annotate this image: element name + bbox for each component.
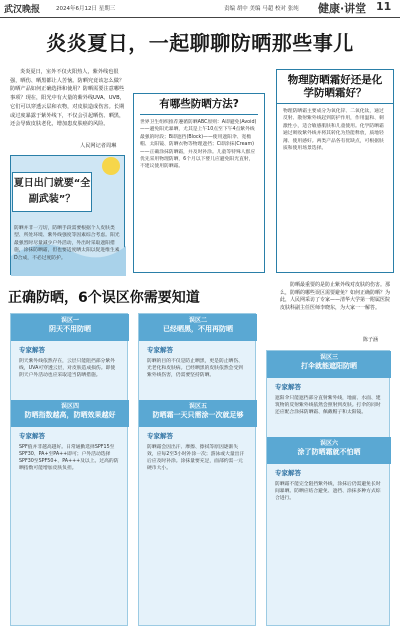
myth-card-1 (10, 313, 128, 626)
myth-banner (11, 400, 129, 427)
myth-answer: 阴天紫外线依然存在，云层只能阻挡部分紫外线，UVA可穿透云层，对皮肤造成损伤。即使阴天户外活动也应采取适当防晒措施。 (19, 359, 116, 379)
myth-answer: 防晒的目的不仅是防止晒黑，更是防止晒伤、光老化和皮肤病。已经晒黑的皮肤依然会受到紫外线伤害，仍需要坚持防晒。 (147, 359, 243, 379)
myth-label: 误区一 (60, 317, 79, 324)
myth-title: 涂了防晒霜就不怕晒 (297, 447, 361, 456)
myth-label: 误区四 (60, 402, 79, 410)
page-headline: 炎炎夏日，一起聊聊防晒那些事儿 (46, 31, 354, 55)
myth-banner (139, 314, 257, 341)
page-number: 11 (376, 0, 392, 13)
dateline: 2024年6月12日 星期三 (56, 6, 116, 12)
myth-banner (139, 400, 257, 427)
newspaper-logo: 武汉晚报 (4, 5, 41, 15)
myths-byline: 陈子涵 (363, 337, 379, 343)
editors-line: 责编 胡中 美编 马超 校对 张纯 (224, 6, 299, 12)
myth-banner (267, 437, 391, 464)
myth-title: 防晒指数越高，防晒效果越好 (24, 410, 116, 419)
methods-text: 世界卫生组织推荐遵循防晒ABC原则：A即避免(Avoid)——避免阳光暴晒，尤其是上午10点至下午4点紫外线最强的时段；B即遮挡(Block)——使用遮阳伞、宽檐帽、太阳镜、防晒衣物等物理遮挡；C即涂抹(Cream)——正确涂抹防晒霜，并及时补涂。儿童等特殊人群应优先采用物理防晒，6个月以下婴儿应避免阳光直射，不建议使用防晒霜。 (140, 120, 257, 170)
methods-box (133, 93, 265, 273)
expert-label: 专家解答 (275, 468, 301, 477)
sunscreen-type-text: 物理防晒霜主要成分为氧化锌、二氧化钛，通过反射、散射紫外线起到防护作用，作用温和、刺激性小，适合敏感肌肤和儿童使用。化学防晒霜通过吸收紫外线并将其转化为热能释放，质地轻薄、使用感好。两类产品各有优缺点，可根据肤质和使用场景选择。 (283, 109, 384, 152)
sunscreen-type-title: 物理防晒霜好还是化学防晒霜好？ (277, 74, 393, 104)
myth-label: 误区三 (319, 354, 338, 361)
masthead (0, 0, 400, 17)
myth-answer: 遮阳伞只能遮挡部分直射紫外线，地面、水面、建筑物的反射紫外线依然会照射到皮肤。打伞的同时还应配合涂抹防晒霜、佩戴帽子和太阳镜。 (275, 396, 381, 416)
expert-label: 专家解答 (147, 346, 173, 354)
myth-answer: 防晒霜不能完全阻挡紫外线，涂抹后仍需避免长时间暴晒。防晒应结合避免、遮挡、涂抹多种方式综合进行。 (275, 481, 381, 502)
myth-title: 防晒霜一天只需涂一次就足够 (152, 410, 244, 419)
intro-byline: 人民网记者周琳 (80, 143, 117, 149)
expert-label: 专家解答 (19, 346, 45, 354)
expert-label: 专家解答 (19, 431, 45, 440)
myth-answer: 防晒霜会因出汗、摩擦、擦拭等原因逐渐失效，应每2至3小时补涂一次；游泳或大量出汗后应及时补涂。涂抹量要充足，面部约需一元硬币大小。 (147, 444, 245, 472)
myth-title: 打伞就能遮阳防晒 (301, 362, 357, 370)
sun-section-title: 夏日出门就要“全副武装”？ (12, 172, 92, 212)
myth-label: 误区二 (188, 317, 207, 324)
myths-intro: 防晒最重要的是防止紫外线对皮肤的伤害。那么，防晒的哪些误区需要避免？如何正确防晒？为此，人民网采访了专家——清华大学第一附属医院皮肤科副主任医师李晓东，为大家一一解答。 (280, 282, 391, 312)
myth-answer: SPF值并非越高越好。日常通勤选择SPF15至SPF30、PA+至PA++即可；户外活动选择SPF30至SPF50+、PA+++及以上。过高的防晒指数可能增加皮肤负担。 (19, 444, 119, 472)
myth-label: 误区六 (319, 439, 338, 447)
myth-label: 误区五 (188, 402, 207, 410)
myth-card-3 (266, 350, 390, 626)
methods-title: 有哪些防晒方法? (140, 98, 258, 115)
column-name: 健康·讲堂 (318, 2, 367, 15)
sun-section-text: 防晒并非一刀切，防晒手段需要根据个人皮肤类型、所处环境、紫外线强度等因素综合考虑。阳光最强烈时尽量减少户外活动，外出时采取遮阳措施，涂抹防晒霜，但也要适度晒太阳以促进维生素D合成，不必过度防护。 (14, 226, 120, 261)
expert-label: 专家解答 (275, 383, 301, 391)
myth-banner (11, 314, 129, 341)
masthead-rule (0, 17, 400, 18)
myth-banner (267, 351, 391, 378)
myths-section-title: 正确防晒，6个误区你需要知道 (8, 290, 200, 306)
intro-text: 炎炎夏日，室外不仅火阳热人，紫外线也很强，晒伤、晒黑都让人苦恼。防晒究竟该怎么做？防晒产品如何正确选择和使用？防晒需要注意哪些事项？现在，阳光中有大量的紫外线UVA、UVB，它们可以穿透云层和衣物，对皮肤造成伤害。长期或过度暴露于紫外线下，不仅会引起晒伤、晒黑，还会导致皮肤老化，增加患皮肤癌的风险。 (10, 69, 125, 128)
myth-card-2 (138, 313, 256, 626)
myth-title: 已经晒黑，不用再防晒 (163, 325, 233, 333)
myth-title: 阴天不用防晒 (49, 325, 91, 333)
expert-label: 专家解答 (147, 431, 173, 440)
sunscreen-type-box (276, 69, 394, 273)
